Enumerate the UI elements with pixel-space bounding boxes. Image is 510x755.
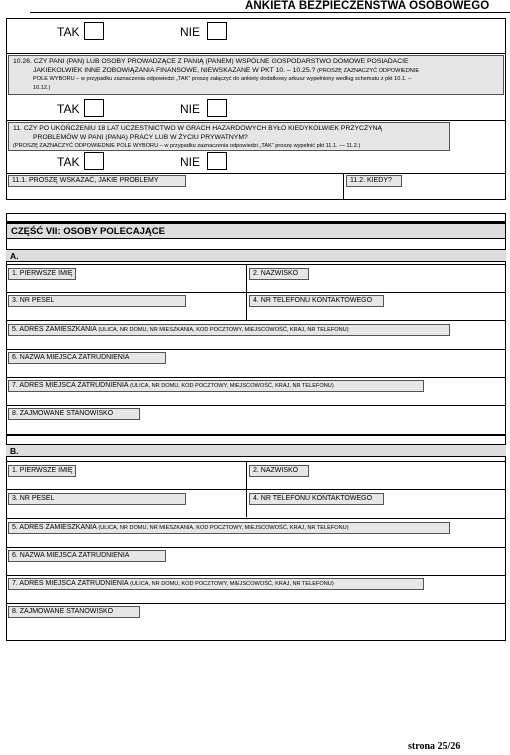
person-b-first-name-label: 1. PIERWSZE IMIĘ (8, 465, 76, 477)
person-b-position-input[interactable] (8, 618, 504, 630)
person-a-surname-input[interactable] (249, 280, 504, 292)
person-a-surname-label: 2. NAZWISKO (249, 268, 309, 280)
q1026-yes-checkbox[interactable] (84, 99, 104, 117)
person-b-employer-address-note: (ULICA, NR DOMU, KOD POCZTOWY, MIEJSCOWOŚĆ, KRAJ, NR TELEFONU) (130, 581, 334, 587)
person-b-surname-input[interactable] (249, 477, 504, 489)
person-b-address-label (8, 522, 450, 534)
q11-no-checkbox[interactable] (207, 152, 227, 170)
person-a-pesel-label: 3. NR PESEL (8, 295, 186, 307)
question-11-note: (PROSZĘ ZAZNACZYĆ ODPOWIEDNIE POLE WYBORU – w przypadku zaznaczenia odpowiedzi „TAK” proszę wypełnić pkt 11.1. — 11.2.) (13, 143, 361, 150)
divider (6, 349, 506, 350)
header-rule (30, 12, 510, 13)
q1026-no-checkbox[interactable] (207, 99, 227, 117)
divider (6, 120, 506, 121)
question-10-26-note-b: POLE WYBORU – w przypadku zaznaczenia odpowiedzi „TAK” proszę załączyć do ankiety dodatkowy arkusz wypełniony według schematu z pkt 10.1. – (33, 76, 412, 83)
q1026-yes-label: TAK (57, 102, 80, 116)
person-b-position-label: 8. ZAJMOWANE STANOWISKO (8, 606, 140, 618)
person-a-employer-address-label (8, 380, 424, 392)
person-a-pesel-input[interactable] (8, 307, 244, 319)
field-11-2-input[interactable] (345, 187, 505, 199)
question-11 (8, 122, 450, 151)
person-b-address-text: 5. ADRES ZAMIESZKANIA (12, 524, 97, 531)
field-11-1-input[interactable] (8, 187, 342, 199)
person-b-employer-address-text: 7. ADRES MIEJSCA ZATRUDNIENIA (12, 580, 129, 587)
divider (6, 320, 506, 321)
person-b-employer-address-label (8, 578, 424, 590)
prev-yes-checkbox[interactable] (84, 22, 104, 40)
person-b-pesel-label: 3. NR PESEL (8, 493, 186, 505)
question-11-line2: PROBLEMÓW W PANI (PANA) PRACY LUB W ŻYCIU PRYWATNYM? (33, 133, 248, 141)
question-10-26-note-c: 10.12.) (33, 84, 51, 91)
person-b-address-note: (ULICA, NR DOMU, NR MIESZKANIA, KOD POCZTOWY, MIEJSCOWOŚĆ, KRAJ, NR TELEFONU) (98, 525, 349, 531)
divider (6, 518, 506, 519)
person-b-employer-label: 6. NAZWA MIEJSCA ZATRUDNIENIA (8, 550, 166, 562)
divider (6, 292, 506, 293)
q1026-no-label: NIE (180, 102, 201, 116)
person-b-phone-label: 4. NR TELEFONU KONTAKTOWEGO (249, 493, 384, 505)
divider (6, 461, 506, 462)
person-b-first-name-input[interactable] (8, 477, 244, 489)
person-a-first-name-label: 1. PIERWSZE IMIĘ (8, 268, 76, 280)
person-b-employer-input[interactable] (8, 562, 504, 574)
person-a-employer-address-note: (ULICA, NR DOMU, KOD POCZTOWY, MIEJSCOWOŚĆ, KRAJ, NR TELEFONU) (130, 383, 334, 389)
person-a-employer-label: 6. NAZWA MIEJSCA ZATRUDNIENIA (8, 352, 166, 364)
field-11-2-label: 11.2. KIEDY? (346, 175, 402, 187)
divider (6, 377, 506, 378)
person-separator (6, 434, 506, 436)
question-10-26-line2: JAKIEKOLWIEK INNE ZOBOWIĄZANIA FINANSOWE, NIEWSKAZANE W PKT 10. – 10.25.? (33, 66, 316, 74)
page-number: strona 25/26 (408, 741, 461, 752)
person-a-first-name-input[interactable] (8, 280, 244, 292)
person-a-address-input[interactable] (8, 336, 504, 348)
person-b-phone-input[interactable] (249, 505, 504, 517)
person-b-employer-address-input[interactable] (8, 590, 504, 602)
prev-no-checkbox[interactable] (207, 22, 227, 40)
person-b-pesel-input[interactable] (8, 505, 244, 517)
q11-no-label: NIE (180, 155, 201, 169)
question-11-line1: 11. CZY PO UKOŃCZENIU 18 LAT UCZESTNICTWO W GRACH HAZARDOWYCH BYŁO KIEDYKOLWIEK PRZYCZYNĄ (13, 125, 383, 132)
person-a-employer-address-text: 7. ADRES MIEJSCA ZATRUDNIENIA (12, 382, 129, 389)
divider (6, 575, 506, 576)
divider (6, 53, 506, 54)
person-a-employer-address-input[interactable] (8, 392, 504, 404)
person-a-position-input[interactable] (8, 420, 504, 432)
question-10-26-line1: 10.26. CZY PANI (PAN) LUB OSOBY PROWADZĄCE Z PANIĄ (PANEM) WSPÓLNE GOSPODARSTWO DOMOWE POSIADACIE (13, 58, 409, 65)
field-11-1-label: 11.1. PROSZĘ WSKAZAĆ, JAKIE PROBLEMY (8, 175, 186, 187)
divider (6, 264, 506, 265)
question-10-26 (8, 55, 504, 95)
person-a-address-label (8, 324, 450, 336)
section-7-title: CZĘŚĆ VII: OSOBY POLECAJĄCE (6, 223, 506, 239)
q11-yes-checkbox[interactable] (84, 152, 104, 170)
divider (6, 603, 506, 604)
divider (6, 547, 506, 548)
prev-yes-label: TAK (57, 25, 80, 39)
person-b-surname-label: 2. NAZWISKO (249, 465, 309, 477)
person-a-phone-label: 4. NR TELEFONU KONTAKTOWEGO (249, 295, 384, 307)
divider (6, 489, 506, 490)
question-10-26-note-a: (PROSZĘ ZAZNACZYĆ ODPOWIEDNIE (317, 67, 420, 74)
person-b-address-input[interactable] (8, 534, 504, 546)
q11-yes-label: TAK (57, 155, 80, 169)
divider (6, 405, 506, 406)
person-a-header: A. (6, 249, 506, 262)
person-a-phone-input[interactable] (249, 307, 504, 319)
column-divider (343, 173, 344, 200)
person-a-address-note: (ULICA, NR DOMU, NR MIESZKANIA, KOD POCZTOWY, MIEJSCOWOŚĆ, KRAJ, NR TELEFONU) (98, 327, 349, 333)
person-a-position-label: 8. ZAJMOWANE STANOWISKO (8, 408, 140, 420)
divider (6, 173, 506, 174)
prev-no-label: NIE (180, 25, 201, 39)
person-a-address-text: 5. ADRES ZAMIESZKANIA (12, 326, 97, 333)
page-header-title: ANKIETA BEZPIECZEŃSTWA OSOBOWEGO (245, 0, 490, 12)
person-b-header: B. (6, 444, 506, 457)
person-a-employer-input[interactable] (8, 364, 504, 376)
